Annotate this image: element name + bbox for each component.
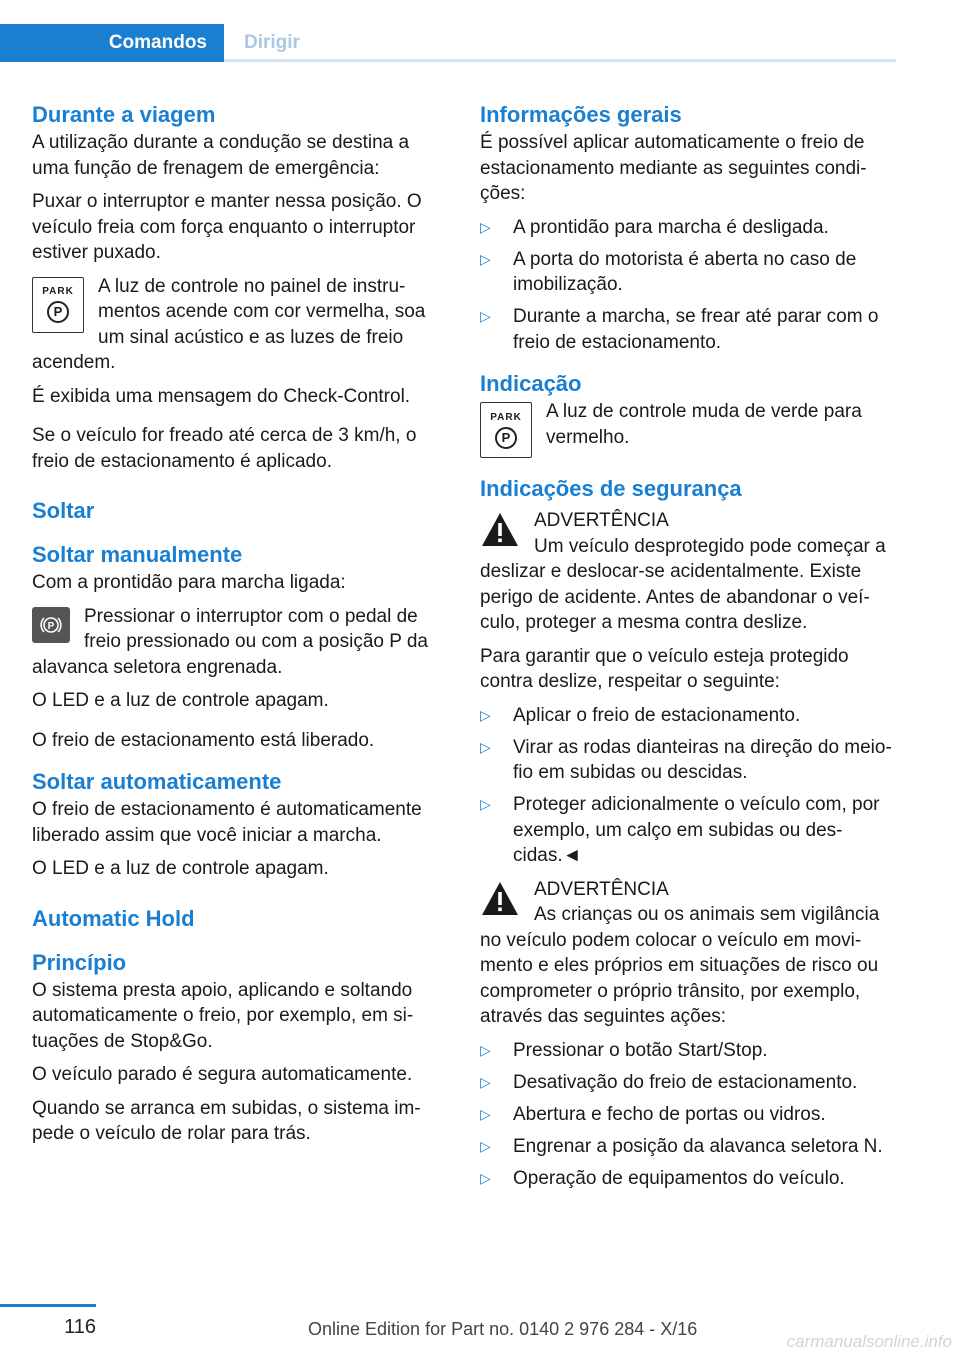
- list-item: ▷ Durante a marcha, se frear até parar com o freio de estacionamento.: [480, 304, 892, 355]
- park-indicator-note: [32, 274, 444, 376]
- warning-title: ADVERTÊNCIA: [534, 878, 669, 900]
- warning-title: ADVERTÊNCIA: [534, 510, 669, 531]
- warning-triangle-icon: [480, 880, 520, 918]
- heading-principio: Princípio: [32, 949, 127, 975]
- paragraph: Pressionar o interruptor com o pedal de freio pressionado ou com a posição P da alavanca seletora engrenada.: [32, 605, 428, 678]
- paragraph: É possível aplicar automaticamente o freio de estacionamento mediante as seguintes condições:: [480, 132, 867, 204]
- warning-block: [480, 508, 892, 636]
- list-item: ▷ Aplicar o freio de estacionamento.: [480, 703, 892, 729]
- warning-text: Um veículo desprotegido pode começar a deslizar e deslocar-se acidentalmente. Existe perigo de acidente. Antes de abandonar o veículo, proteger a mesma contra deslize.: [480, 535, 886, 633]
- paragraph: O veículo parado é segura automaticamente.: [32, 1064, 413, 1085]
- paragraph: É exibida uma mensagem do Check-Control.: [32, 385, 411, 407]
- paragraph: O freio de estacionamento está liberado.: [32, 729, 375, 751]
- heading-indicacoes-seguranca: Indicações de segurança: [480, 476, 742, 501]
- park-brake-icon: PARK P: [480, 402, 532, 458]
- heading-soltar-manualmente: Soltar manualmente: [32, 542, 243, 567]
- paragraph: A utilização durante a condução se destina a uma função de frenagem de emergência:: [32, 132, 410, 179]
- park-brake-icon: PARK P: [32, 277, 84, 333]
- paragraph: Se o veículo for freado até cerca de 3 km/h, o freio de estacionamento é aplicado.: [32, 425, 417, 472]
- paragraph: Para garantir que o veículo esteja protegido contra deslize, respeitar o seguinte:: [480, 645, 849, 692]
- list-item: ▷ Abertura e fecho de portas ou vidros.: [480, 1102, 892, 1128]
- tab-divider: [224, 59, 896, 62]
- list-item: ▷ Virar as rodas dianteiras na direção do meio-fio em subidas ou descidas.: [480, 735, 892, 786]
- paragraph: O sistema presta apoio, aplicando e soltando automaticamente o freio, por exemplo, em situações de Stop&Go.: [32, 979, 414, 1052]
- warning-text: As crianças ou os animais sem vigilância no veículo podem colocar o veículo em movimento e eles próprios em situações de risco ou comprometer o próprio trânsito, por exemplo, através das seguintes ações:: [480, 904, 880, 1027]
- right-column: [480, 100, 892, 1199]
- conditions-list: [480, 215, 892, 356]
- list-item: ▷ Operação de equipamentos do veículo.: [480, 1166, 892, 1192]
- chapter-tabs: [0, 0, 896, 62]
- heading-soltar: Soltar: [32, 498, 95, 523]
- precautions-list: [480, 703, 892, 869]
- heading-indicacao: Indicação: [480, 371, 582, 396]
- paragraph: O freio de estacionamento é automaticamente liberado assim que você iniciar a marcha.: [32, 799, 422, 846]
- left-column: [32, 100, 444, 1155]
- list-item: ▷ A prontidão para marcha é desligada.: [480, 215, 892, 241]
- actions-list: [480, 1038, 892, 1192]
- online-edition-note: Online Edition for Part no. 0140 2 976 284 - X/16: [308, 1319, 698, 1339]
- watermark: carmanualsonline.info: [786, 1332, 952, 1351]
- heading-soltar-automaticamente: Soltar automaticamente: [32, 769, 282, 794]
- paragraph: Com a prontidão para marcha ligada:: [32, 572, 346, 593]
- paragraph: A luz de controle muda de verde para vermelho.: [546, 401, 862, 448]
- paragraph: O LED e a luz de controle apagam.: [32, 858, 329, 879]
- heading-automatic-hold: Automatic Hold: [32, 905, 195, 931]
- list-item: ▷ Pressionar o botão Start/Stop.: [480, 1038, 892, 1064]
- paragraph: Puxar o interruptor e manter nessa posição. O veículo freia com força enquanto o interruptor estiver puxado.: [32, 191, 422, 263]
- parking-brake-switch-icon: [32, 607, 70, 643]
- footer-rule: [0, 1304, 96, 1307]
- tab-comandos[interactable]: Comandos: [0, 24, 224, 62]
- list-item: ▷ A porta do motorista é aberta no caso de imobilização.: [480, 247, 892, 298]
- heading-informacoes-gerais: Informações gerais: [480, 102, 682, 127]
- paragraph: O LED e a luz de controle apagam.: [32, 690, 329, 711]
- heading-durante-viagem: Durante a viagem: [32, 102, 216, 127]
- tab-dirigir[interactable]: Dirigir: [244, 32, 300, 53]
- list-item: ▷ Desativação do freio de estacionamento.: [480, 1070, 892, 1096]
- warning-triangle-icon: [480, 511, 520, 549]
- list-item: ▷ Proteger adicionalmente o veículo com, por exemplo, um calço em subidas ou descidas.◄: [480, 792, 892, 869]
- page-number: 116: [64, 1316, 96, 1338]
- warning-block: [480, 877, 892, 1030]
- paragraph: Quando se arranca em subidas, o sistema impede o veículo de rolar para trás.: [32, 1097, 421, 1144]
- switch-note: [32, 604, 444, 681]
- svg-text:P: P: [47, 620, 55, 632]
- indicator-note: [480, 399, 892, 460]
- list-item: ▷ Engrenar a posição da alavanca seletora N.: [480, 1134, 892, 1160]
- paragraph: A luz de controle no painel de instrumentos acende com cor vermelha, soa um sinal acústico e as luzes de freio acendem.: [32, 275, 426, 373]
